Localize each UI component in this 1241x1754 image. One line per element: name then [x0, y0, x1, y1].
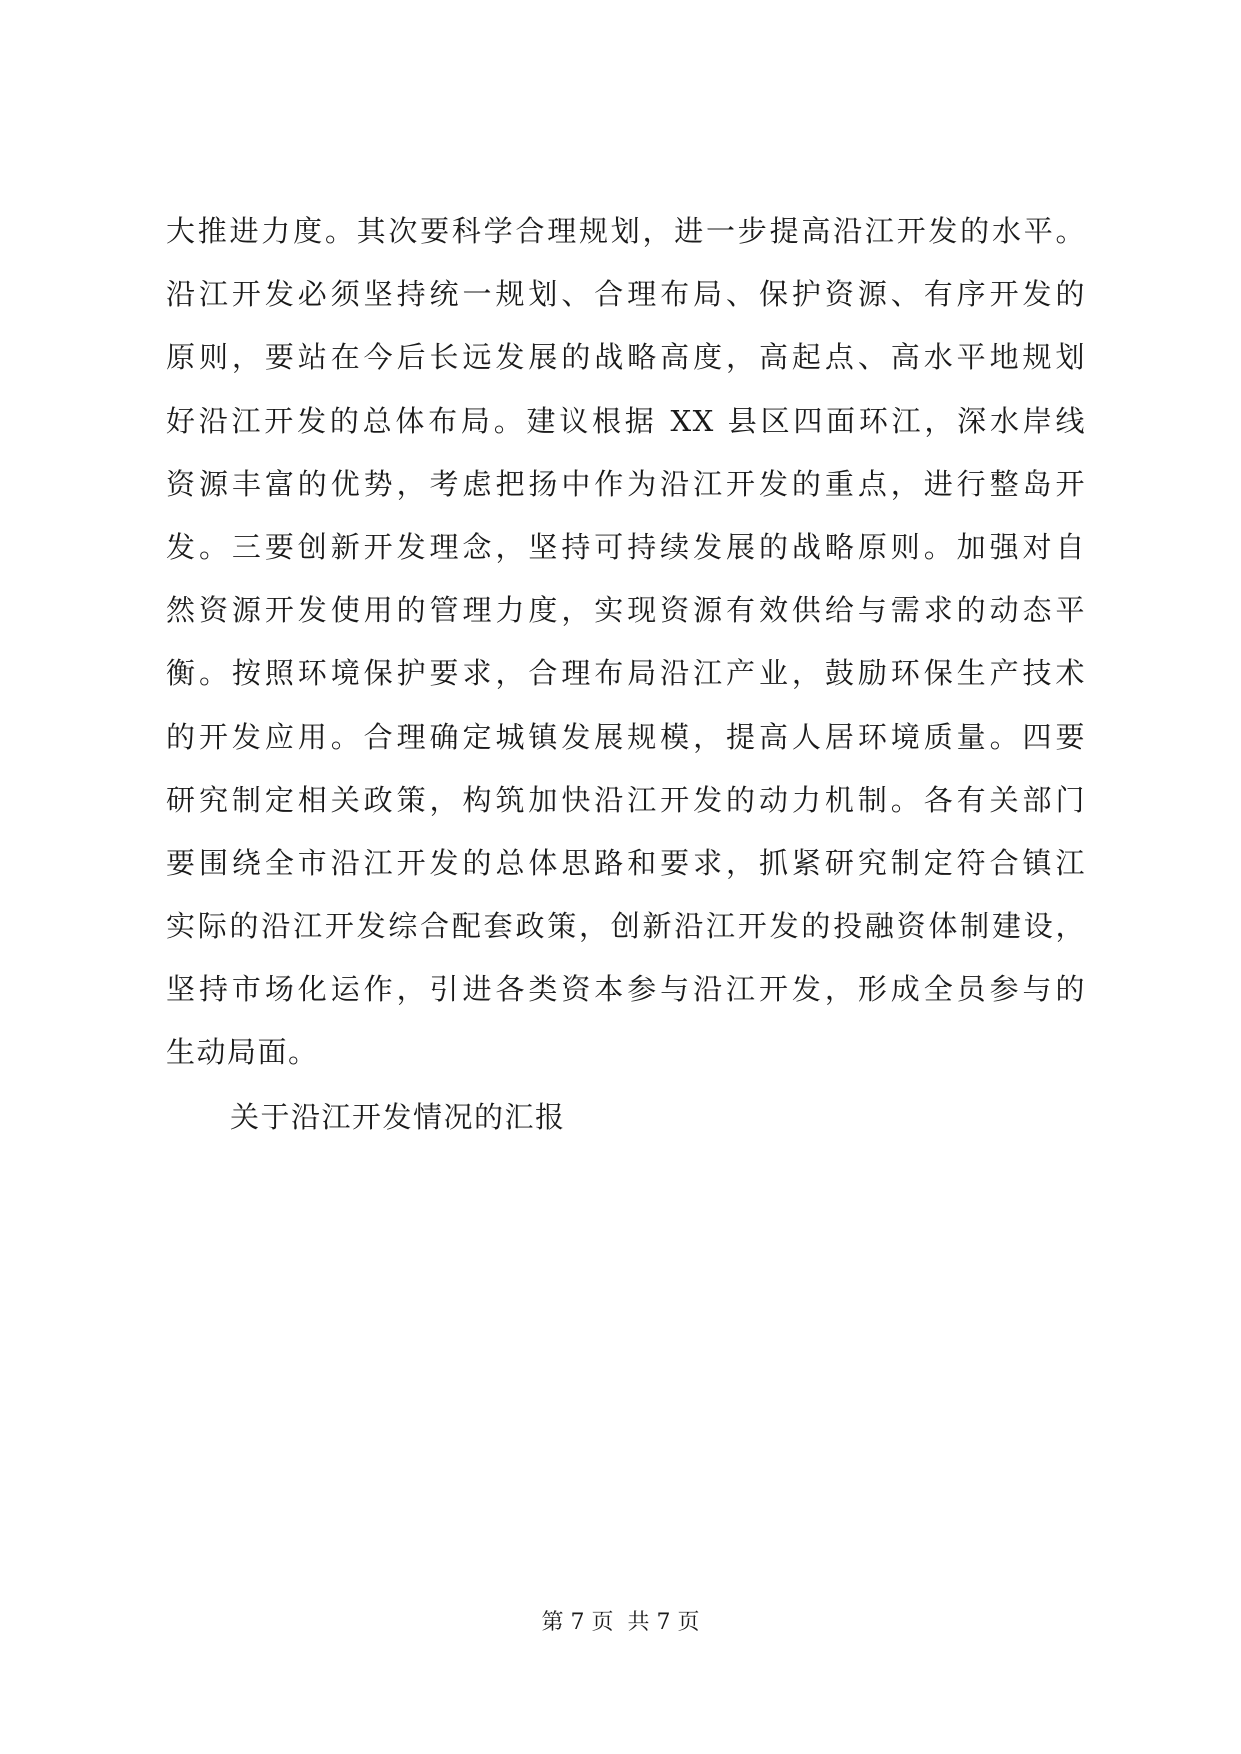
paragraph-line: 然资源开发使用的管理力度，实现资源有效供给与需求的动态平 — [166, 593, 1086, 628]
paragraph-line: 大推进力度。其次要科学合理规划，进一步提高沿江开发的水平。 — [166, 214, 1086, 248]
paragraph-line: 坚持市场化运作，引进各类资本参与沿江开发，形成全员参与的 — [166, 972, 1086, 1007]
paragraph-line: 的开发应用。合理确定城镇发展规模，提高人居环境质量。四要 — [166, 719, 1086, 754]
paragraph-line: 好沿江开发的总体布局。建议根据 XX 县区四面环江，深水岸线 — [166, 403, 1086, 438]
paragraph-line: 要围绕全市沿江开发的总体思路和要求，抓紧研究制定符合镇江 — [166, 845, 1086, 880]
paragraph-line: 沿江开发必须坚持统一规划、合理布局、保护资源、有序开发的 — [166, 277, 1086, 312]
paragraph-line: 衡。按照环境保护要求，合理布局沿江产业，鼓励环保生产技术 — [166, 656, 1086, 691]
paragraph-line: 生动局面。 — [166, 1035, 319, 1070]
document-heading: 关于沿江开发情况的汇报 — [230, 1100, 566, 1134]
page-footer: 第 7 页 共 7 页 — [541, 1610, 700, 1635]
paragraph-line: 发。三要创新开发理念，坚持可持续发展的战略原则。加强对自 — [166, 529, 1086, 564]
paragraph-line: 研究制定相关政策，构筑加快沿江开发的动力机制。各有关部门 — [166, 782, 1086, 817]
body-paragraph — [166, 200, 1086, 1085]
paragraph-line: 资源丰富的优势，考虑把扬中作为沿江开发的重点，进行整岛开 — [166, 466, 1086, 501]
paragraph-line: 原则，要站在今后长远发展的战略高度，高起点、高水平地规划 — [166, 340, 1086, 375]
paragraph-line: 实际的沿江开发综合配套政策，创新沿江开发的投融资体制建设， — [166, 909, 1086, 944]
